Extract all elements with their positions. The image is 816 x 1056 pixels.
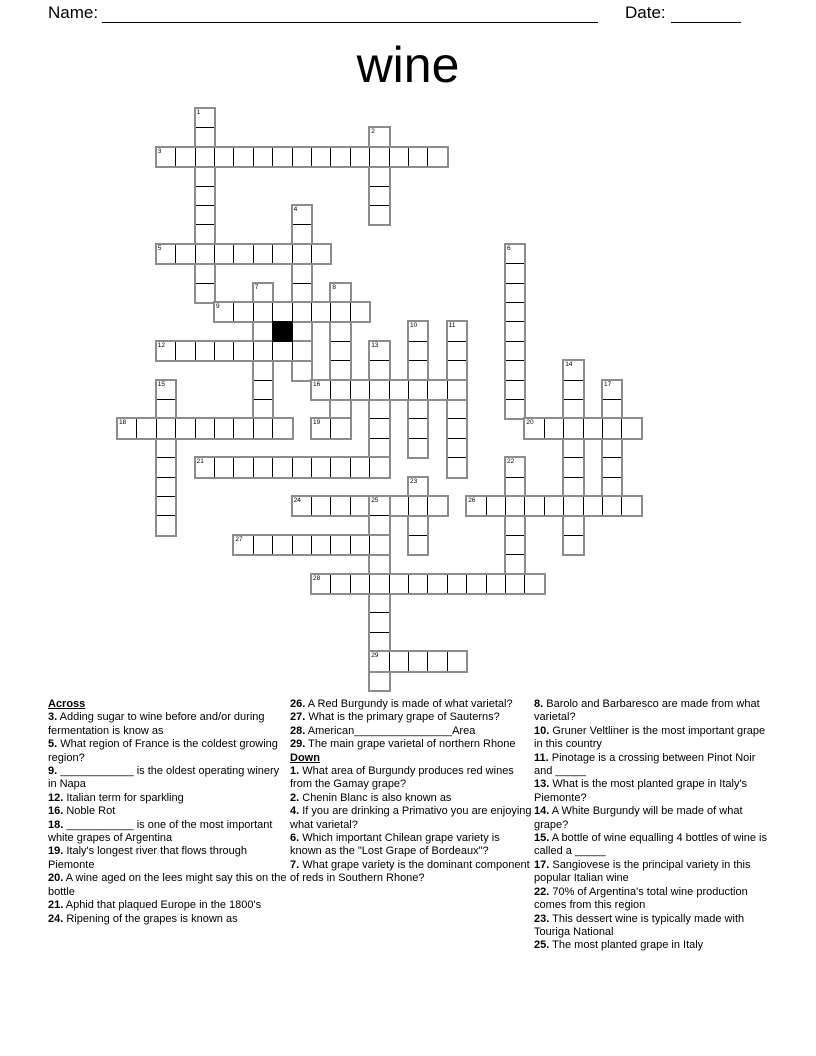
clues-column-3 bbox=[534, 698, 776, 953]
grid-cell[interactable] bbox=[292, 244, 312, 264]
grid-cell[interactable] bbox=[602, 418, 622, 438]
grid-cell[interactable] bbox=[408, 496, 428, 516]
grid-cell[interactable] bbox=[233, 457, 253, 477]
grid-cell[interactable] bbox=[272, 302, 292, 322]
grid-cell[interactable] bbox=[272, 457, 292, 477]
grid-cell[interactable] bbox=[505, 302, 525, 322]
grid-cell[interactable] bbox=[389, 574, 409, 594]
grid-cell[interactable] bbox=[233, 341, 253, 361]
grid-cell[interactable] bbox=[369, 360, 389, 380]
cell-number: 1 bbox=[196, 109, 201, 116]
grid-cell[interactable] bbox=[330, 302, 350, 322]
grid-cell[interactable] bbox=[311, 302, 331, 322]
grid-cell[interactable] bbox=[195, 127, 215, 147]
grid-cell[interactable] bbox=[292, 321, 312, 341]
grid-cell[interactable] bbox=[505, 244, 525, 264]
cell-number: 11 bbox=[448, 322, 456, 330]
grid-cell[interactable] bbox=[563, 418, 583, 438]
clue-item-17: 17. Sangiovese is the principal variety in this popular Italian wine bbox=[534, 858, 751, 885]
grid-cell[interactable] bbox=[427, 651, 447, 671]
grid-cell[interactable] bbox=[253, 321, 273, 341]
cell-number: 16 bbox=[313, 380, 321, 388]
cell-number: 12 bbox=[157, 341, 166, 349]
grid-cell[interactable] bbox=[408, 574, 428, 594]
clue-item-21: 21. Aphid that plaqued Europe in the 1800's bbox=[48, 899, 262, 912]
cell-number: 6 bbox=[507, 244, 511, 252]
cell-number: 13 bbox=[371, 341, 379, 349]
grid-cell[interactable] bbox=[156, 496, 176, 516]
grid-cell[interactable] bbox=[408, 477, 428, 497]
grid-cell[interactable] bbox=[524, 574, 544, 594]
grid-cell[interactable] bbox=[408, 321, 428, 341]
grid-cell[interactable] bbox=[563, 496, 583, 516]
grid-cell[interactable] bbox=[583, 418, 603, 438]
grid-cell[interactable] bbox=[330, 380, 350, 400]
grid-cell[interactable] bbox=[195, 147, 215, 167]
grid-cell[interactable] bbox=[350, 535, 370, 555]
grid-cell[interactable] bbox=[195, 186, 215, 206]
cell-number: 15 bbox=[157, 380, 166, 388]
black-cell bbox=[272, 321, 292, 341]
grid-cell[interactable] bbox=[524, 496, 544, 516]
grid-cell[interactable] bbox=[253, 244, 273, 264]
grid-cell[interactable] bbox=[505, 535, 525, 555]
grid-cell[interactable] bbox=[563, 438, 583, 458]
cell-number: 25 bbox=[371, 497, 379, 504]
grid-cell[interactable] bbox=[233, 302, 253, 322]
clue-item-6: 6. Which important Chilean grape variety is known as the "Lost Grape of Bordeaux"? bbox=[290, 832, 500, 858]
grid-cell[interactable] bbox=[214, 418, 234, 438]
grid-cell[interactable] bbox=[195, 108, 215, 128]
header-row bbox=[0, 0, 816, 30]
grid-cell[interactable] bbox=[389, 380, 409, 400]
cell-number: 14 bbox=[565, 361, 573, 369]
grid-cell[interactable] bbox=[447, 438, 467, 458]
grid-cell[interactable] bbox=[233, 147, 253, 167]
grid-cell[interactable] bbox=[330, 360, 350, 380]
grid-cell[interactable] bbox=[602, 496, 622, 516]
grid-cell[interactable] bbox=[427, 496, 447, 516]
grid-cell[interactable] bbox=[369, 632, 389, 652]
grid-cell[interactable] bbox=[447, 651, 467, 671]
grid-cell[interactable] bbox=[292, 302, 312, 322]
grid-cell[interactable] bbox=[253, 457, 273, 477]
grid-cell[interactable] bbox=[408, 651, 428, 671]
grid-cell[interactable] bbox=[427, 147, 447, 167]
grid-cell[interactable] bbox=[156, 380, 176, 400]
name-blank-line bbox=[102, 21, 598, 23]
clues-column-1 bbox=[48, 698, 290, 926]
clue-item-19: 19. Italy's longest river that flows through Piemonte bbox=[48, 845, 247, 871]
grid-cell[interactable] bbox=[563, 477, 583, 497]
grid-cell[interactable] bbox=[369, 593, 389, 613]
clue-item-24: 24. Ripening of the grapes is known as bbox=[48, 912, 238, 925]
grid-cell[interactable] bbox=[369, 438, 389, 458]
grid-cell[interactable] bbox=[505, 496, 525, 516]
grid-cell[interactable] bbox=[369, 554, 389, 574]
grid-cell[interactable] bbox=[350, 380, 370, 400]
grid-cell[interactable] bbox=[350, 457, 370, 477]
grid-cell[interactable] bbox=[447, 399, 467, 419]
grid-cell[interactable] bbox=[350, 496, 370, 516]
grid-cell[interactable] bbox=[175, 418, 195, 438]
grid-cell[interactable] bbox=[427, 574, 447, 594]
grid-cell[interactable] bbox=[233, 244, 253, 264]
grid-cell[interactable] bbox=[602, 457, 622, 477]
grid-cell[interactable] bbox=[505, 554, 525, 574]
cell-number: 26 bbox=[468, 497, 476, 504]
grid-cell[interactable] bbox=[350, 574, 370, 594]
grid-cell[interactable] bbox=[156, 399, 176, 419]
grid-cell[interactable] bbox=[524, 418, 544, 438]
grid-cell[interactable] bbox=[544, 418, 564, 438]
grid-cell[interactable] bbox=[311, 457, 331, 477]
grid-cell[interactable] bbox=[408, 341, 428, 361]
clue-item-16: 16. Noble Rot bbox=[48, 805, 116, 818]
grid-cell[interactable] bbox=[253, 418, 273, 438]
grid-cell[interactable] bbox=[602, 380, 622, 400]
grid-cell[interactable] bbox=[369, 535, 389, 555]
cell-number: 18 bbox=[119, 419, 127, 427]
grid-cell[interactable] bbox=[156, 515, 176, 535]
grid-cell[interactable] bbox=[156, 341, 176, 361]
cell-number: 22 bbox=[507, 458, 515, 466]
cell-number: 8 bbox=[332, 283, 337, 291]
grid-cell[interactable] bbox=[505, 380, 525, 400]
grid-cell[interactable] bbox=[311, 147, 331, 167]
grid-cell[interactable] bbox=[292, 457, 312, 477]
cell-number: 20 bbox=[526, 419, 534, 427]
clue-item-4: 4. If you are drinking a Primativo you are enjoying what varietal? bbox=[290, 805, 532, 831]
clue-item-28: 28. American________________Area bbox=[290, 724, 476, 737]
grid-cell[interactable] bbox=[602, 477, 622, 497]
clue-item-14: 14. A White Burgundy will be made of what grape? bbox=[534, 805, 743, 831]
grid-cell[interactable] bbox=[156, 147, 176, 167]
name-label: Name: bbox=[48, 3, 99, 22]
grid-cell[interactable] bbox=[253, 147, 273, 167]
grid-cell[interactable] bbox=[447, 574, 467, 594]
grid-cell[interactable] bbox=[311, 574, 331, 594]
grid-cell[interactable] bbox=[156, 438, 176, 458]
grid-cell[interactable] bbox=[389, 651, 409, 671]
grid-cell[interactable] bbox=[369, 515, 389, 535]
clue-item-8: 8. Barolo and Barbaresco are made from what varietal? bbox=[534, 698, 760, 724]
grid-cell[interactable] bbox=[563, 535, 583, 555]
clue-item-29: 29. The main grape varietal of northern Rhone bbox=[290, 738, 516, 751]
grid-cell[interactable] bbox=[408, 418, 428, 438]
across-header: Across bbox=[48, 698, 86, 710]
grid-cell[interactable] bbox=[447, 360, 467, 380]
clue-item-9: 9. ____________ is the oldest operating winery in Napa bbox=[48, 765, 280, 791]
grid-cell[interactable] bbox=[195, 224, 215, 244]
grid-cell[interactable] bbox=[369, 166, 389, 186]
page-title: wine bbox=[356, 37, 460, 93]
clue-item-26: 26. A Red Burgundy is made of what varietal? bbox=[290, 698, 513, 710]
grid-cell[interactable] bbox=[330, 574, 350, 594]
date-label: Date: bbox=[625, 3, 666, 22]
grid-cell[interactable] bbox=[330, 399, 350, 419]
grid-cell[interactable] bbox=[311, 535, 331, 555]
grid-cell[interactable] bbox=[311, 418, 331, 438]
grid-cell[interactable] bbox=[292, 283, 312, 303]
grid-cell[interactable] bbox=[563, 380, 583, 400]
clue-item-3: 3. Adding sugar to wine before and/or during fermentation is know as bbox=[48, 711, 265, 737]
grid-cell[interactable] bbox=[563, 360, 583, 380]
grid-cell[interactable] bbox=[272, 244, 292, 264]
grid-cell[interactable] bbox=[505, 341, 525, 361]
grid-cell[interactable] bbox=[311, 244, 331, 264]
grid-cell[interactable] bbox=[369, 399, 389, 419]
cell-number: 9 bbox=[216, 303, 220, 310]
grid-cell[interactable] bbox=[330, 496, 350, 516]
clue-item-1: 1. What area of Burgundy produces red wines from the Gamay grape? bbox=[290, 765, 514, 791]
clue-item-23: 23. This dessert wine is typically made with Touriga National bbox=[534, 912, 745, 938]
grid-cell[interactable] bbox=[330, 321, 350, 341]
grid-cell[interactable] bbox=[195, 263, 215, 283]
grid-cell[interactable] bbox=[253, 399, 273, 419]
grid-cell[interactable] bbox=[408, 380, 428, 400]
grid-cell[interactable] bbox=[505, 574, 525, 594]
grid-cell[interactable] bbox=[272, 418, 292, 438]
grid-cell[interactable] bbox=[233, 535, 253, 555]
grid-cell[interactable] bbox=[214, 341, 234, 361]
grid-cell[interactable] bbox=[505, 477, 525, 497]
clue-item-13: 13. What is the most planted grape in Italy's Piemonte? bbox=[534, 778, 748, 804]
grid-cell[interactable] bbox=[369, 612, 389, 632]
grid-cell[interactable] bbox=[427, 380, 447, 400]
grid-cell[interactable] bbox=[447, 380, 467, 400]
grid-cell[interactable] bbox=[447, 457, 467, 477]
grid-cell[interactable] bbox=[253, 283, 273, 303]
grid-cell[interactable] bbox=[505, 263, 525, 283]
grid-cell[interactable] bbox=[175, 244, 195, 264]
grid-cell[interactable] bbox=[408, 515, 428, 535]
clue-item-15: 15. A bottle of wine equalling 4 bottles of wine is called a _____ bbox=[534, 832, 767, 858]
grid-cell[interactable] bbox=[447, 341, 467, 361]
grid-cell[interactable] bbox=[253, 380, 273, 400]
grid-cell[interactable] bbox=[156, 244, 176, 264]
grid-cell[interactable] bbox=[505, 360, 525, 380]
grid-cell[interactable] bbox=[486, 574, 506, 594]
grid-cell[interactable] bbox=[389, 147, 409, 167]
grid-cell[interactable] bbox=[369, 457, 389, 477]
cell-number: 10 bbox=[410, 322, 418, 330]
grid-cell[interactable] bbox=[311, 380, 331, 400]
grid-cell[interactable] bbox=[563, 515, 583, 535]
grid-cell[interactable] bbox=[253, 302, 273, 322]
grid-cell[interactable] bbox=[233, 418, 253, 438]
grid-cell[interactable] bbox=[214, 244, 234, 264]
cell-number: 7 bbox=[254, 283, 259, 291]
grid-cell[interactable] bbox=[195, 244, 215, 264]
grid-cell[interactable] bbox=[292, 341, 312, 361]
grid-cell[interactable] bbox=[466, 496, 486, 516]
clue-item-10: 10. Gruner Veltliner is the most important grape in this country bbox=[534, 724, 766, 751]
grid-cell[interactable] bbox=[330, 147, 350, 167]
grid-cell[interactable] bbox=[175, 147, 195, 167]
grid-cell[interactable] bbox=[195, 341, 215, 361]
grid-cell[interactable] bbox=[330, 457, 350, 477]
grid-cell[interactable] bbox=[505, 321, 525, 341]
grid-cell[interactable] bbox=[214, 302, 234, 322]
cell-number: 21 bbox=[196, 458, 204, 466]
grid-cell[interactable] bbox=[292, 496, 312, 516]
clue-item-25: 25. The most planted grape in Italy bbox=[534, 939, 704, 952]
grid-cell[interactable] bbox=[272, 341, 292, 361]
grid-cell[interactable] bbox=[350, 147, 370, 167]
cell-number: 5 bbox=[157, 244, 162, 252]
grid-cell[interactable] bbox=[408, 147, 428, 167]
grid-cell[interactable] bbox=[311, 496, 331, 516]
grid-cell[interactable] bbox=[272, 535, 292, 555]
grid-cell[interactable] bbox=[369, 671, 389, 691]
clue-item-20: 20. A wine aged on the lees might say this on the bottle bbox=[48, 872, 287, 898]
grid-cell[interactable] bbox=[330, 341, 350, 361]
clue-item-18: 18. ___________ is one of the most important white grapes of Argentina bbox=[48, 818, 273, 845]
cell-number: 28 bbox=[313, 574, 321, 582]
grid-cell[interactable] bbox=[369, 574, 389, 594]
cell-number: 3 bbox=[157, 147, 162, 155]
grid-cell[interactable] bbox=[350, 302, 370, 322]
date-blank-line bbox=[671, 21, 741, 23]
grid-cell[interactable] bbox=[156, 457, 176, 477]
grid-cell[interactable] bbox=[253, 360, 273, 380]
grid-cell[interactable] bbox=[466, 574, 486, 594]
grid-cell[interactable] bbox=[195, 418, 215, 438]
grid-cell[interactable] bbox=[369, 380, 389, 400]
grid-cell[interactable] bbox=[292, 224, 312, 244]
grid-cell[interactable] bbox=[583, 496, 603, 516]
grid-cell[interactable] bbox=[369, 496, 389, 516]
cell-number: 24 bbox=[293, 497, 301, 504]
grid-cell[interactable] bbox=[175, 341, 195, 361]
clue-item-2: 2. Chenin Blanc is also known as bbox=[290, 791, 452, 804]
grid-cell[interactable] bbox=[408, 535, 428, 555]
grid-cell[interactable] bbox=[544, 496, 564, 516]
grid-cell[interactable] bbox=[447, 321, 467, 341]
grid-cell[interactable] bbox=[195, 283, 215, 303]
grid-cell[interactable] bbox=[621, 418, 641, 438]
grid-cell[interactable] bbox=[292, 147, 312, 167]
grid-cell[interactable] bbox=[486, 496, 506, 516]
clue-item-7: 7. What grape variety is the dominant component of reds in Southern Rhone? bbox=[290, 858, 530, 885]
cell-number: 23 bbox=[410, 477, 418, 485]
grid-cell[interactable] bbox=[292, 535, 312, 555]
grid-cell[interactable] bbox=[369, 205, 389, 225]
grid-cell[interactable] bbox=[408, 438, 428, 458]
grid-cell[interactable] bbox=[602, 399, 622, 419]
grid-cell[interactable] bbox=[195, 205, 215, 225]
clue-item-11: 11. Pinotage is a crossing between Pinot Noir and _____ bbox=[534, 751, 756, 778]
grid-cell[interactable] bbox=[369, 147, 389, 167]
grid-cell[interactable] bbox=[563, 457, 583, 477]
grid-cell[interactable] bbox=[214, 457, 234, 477]
grid-cell[interactable] bbox=[136, 418, 156, 438]
cell-number: 29 bbox=[371, 652, 379, 660]
grid-cell[interactable] bbox=[369, 186, 389, 206]
grid-cell[interactable] bbox=[621, 496, 641, 516]
grid-cell[interactable] bbox=[253, 535, 273, 555]
grid-cell[interactable] bbox=[214, 147, 234, 167]
grid-cell[interactable] bbox=[195, 166, 215, 186]
grid-cell[interactable] bbox=[156, 418, 176, 438]
clues-column-2 bbox=[290, 698, 532, 886]
clue-item-27: 27. What is the primary grape of Sauterns? bbox=[290, 711, 500, 724]
grid-cell[interactable] bbox=[447, 418, 467, 438]
cell-number: 17 bbox=[604, 380, 612, 388]
grid-cell[interactable] bbox=[505, 515, 525, 535]
cell-number: 27 bbox=[235, 535, 243, 543]
cell-number: 2 bbox=[371, 128, 375, 136]
grid-cell[interactable] bbox=[330, 418, 350, 438]
grid-cell[interactable] bbox=[369, 341, 389, 361]
clue-item-12: 12. Italian term for sparkling bbox=[48, 791, 184, 804]
grid-cell[interactable] bbox=[272, 147, 292, 167]
clue-item-22: 22. 70% of Argentina's total wine production comes from this region bbox=[534, 885, 748, 912]
grid-cell[interactable] bbox=[195, 457, 215, 477]
grid-cell[interactable] bbox=[253, 341, 273, 361]
grid-cell[interactable] bbox=[369, 418, 389, 438]
grid-cell[interactable] bbox=[156, 477, 176, 497]
cell-number: 19 bbox=[313, 419, 321, 427]
grid-cell[interactable] bbox=[330, 283, 350, 303]
grid-cell[interactable] bbox=[505, 399, 525, 419]
grid-cell[interactable] bbox=[563, 399, 583, 419]
grid-cell[interactable] bbox=[292, 360, 312, 380]
grid-cell[interactable] bbox=[117, 418, 137, 438]
grid-cell[interactable] bbox=[408, 360, 428, 380]
down-header: Down bbox=[290, 751, 320, 764]
clue-item-5: 5. What region of France is the coldest growing region? bbox=[48, 738, 278, 764]
grid-cell[interactable] bbox=[505, 283, 525, 303]
grid-cell[interactable] bbox=[408, 399, 428, 419]
grid-cell[interactable] bbox=[292, 205, 312, 225]
grid-cell[interactable] bbox=[330, 535, 350, 555]
grid-cell[interactable] bbox=[369, 651, 389, 671]
grid-cell[interactable] bbox=[292, 263, 312, 283]
grid-cell[interactable] bbox=[505, 457, 525, 477]
cell-number: 4 bbox=[293, 206, 298, 213]
grid-cell[interactable] bbox=[602, 438, 622, 458]
grid-cell[interactable] bbox=[369, 127, 389, 147]
grid-cell[interactable] bbox=[389, 496, 409, 516]
